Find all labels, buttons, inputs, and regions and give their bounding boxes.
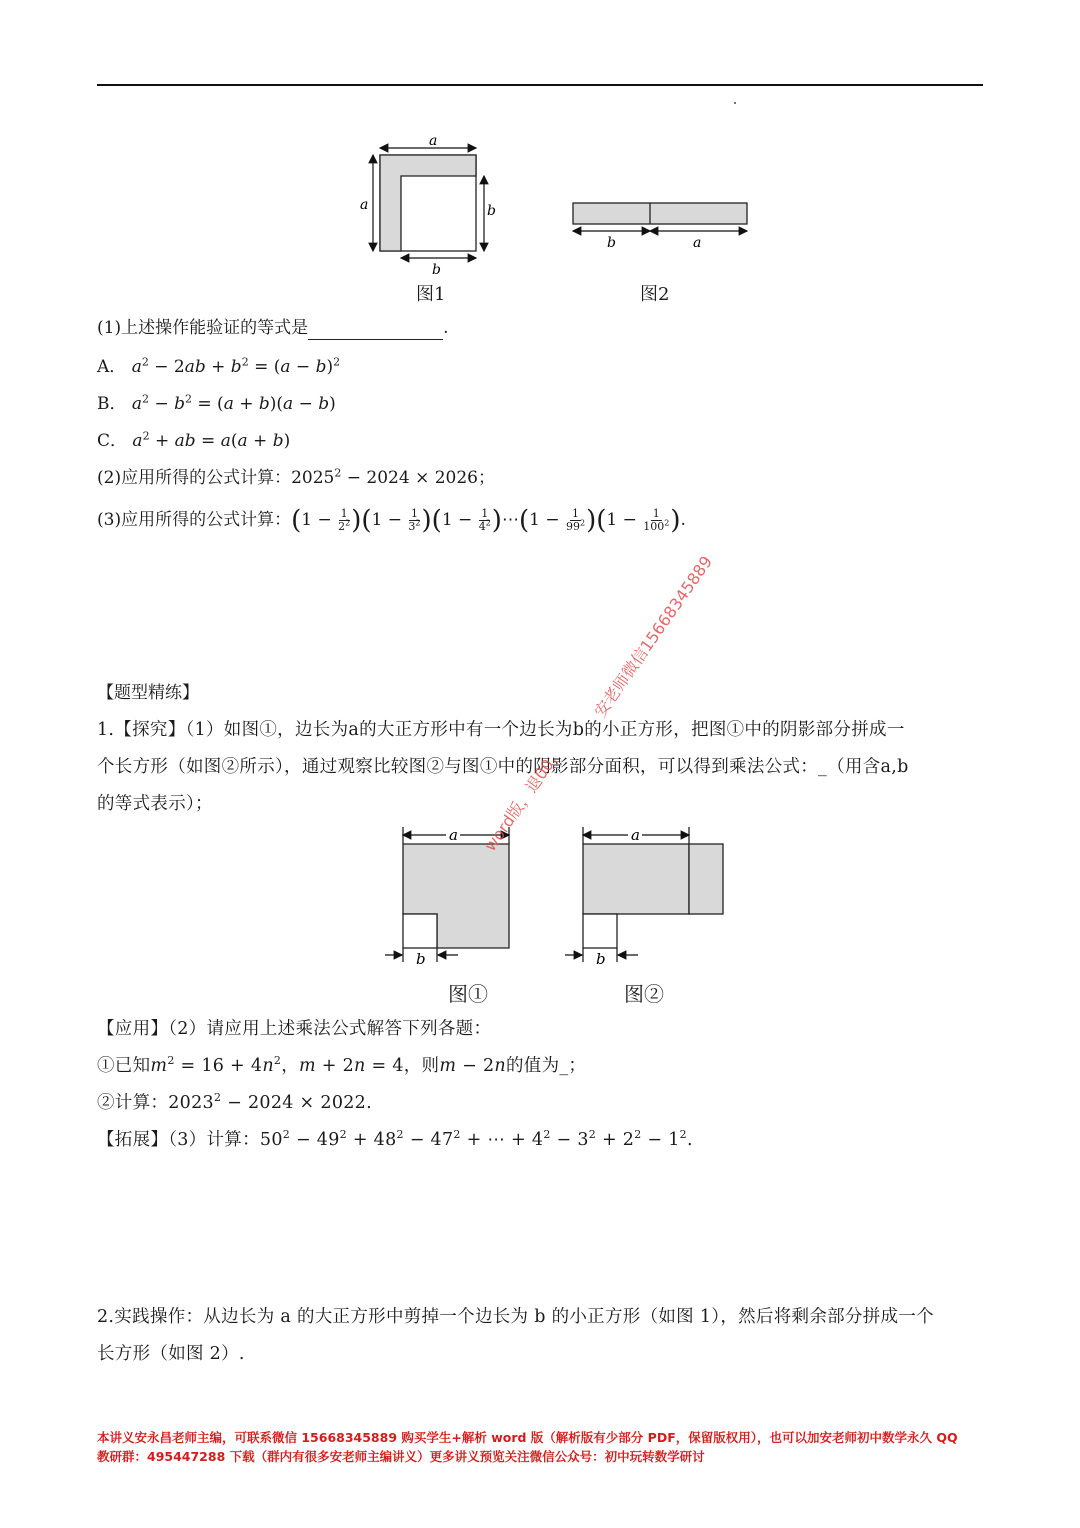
figure-2-top xyxy=(565,195,755,255)
option-c: C． $a^2$ + ab = a(a + b) xyxy=(97,429,291,451)
problem-2-line-2: 长方形（如图 2）. xyxy=(97,1344,245,1364)
label-a: a xyxy=(429,133,438,149)
section-title: 【题型精练】 xyxy=(97,683,199,703)
footer-line-2: 教研群：495447288 下载（群内有很多安老师主编讲义）更多讲义预览关注微信公众号：初中玩转数学研讨 xyxy=(97,1449,705,1464)
label-b: b xyxy=(596,950,606,968)
answer-blank xyxy=(308,321,443,340)
option-b-label: B． xyxy=(97,394,127,414)
label-b: b xyxy=(487,203,496,219)
footer-notice xyxy=(97,1428,987,1466)
label-a: a xyxy=(449,826,458,844)
question-1-end: . xyxy=(443,318,449,338)
label-a: a xyxy=(693,235,702,251)
problem-2-line-1: 2.实践操作：从边长为 a 的大正方形中剪掉一个边长为 b 的小正方形（如图 1），然后将剩余部分拼成一个 xyxy=(97,1307,934,1327)
footer-line-1: 本讲义安永昌老师主编，可联系微信 15668345889 购买学生+解析 word 版（解析版有少部分 PDF，保留版权用），也可以加安老师初中数学永久 QQ xyxy=(97,1430,958,1445)
label-a: a xyxy=(631,826,640,844)
apply-item-2-prefix: ②计算： xyxy=(97,1093,169,1113)
figure-1-caption: 图1 xyxy=(416,284,446,305)
figure-1-top xyxy=(355,128,505,278)
apply-item-1-prefix: ①已知 xyxy=(97,1056,151,1076)
figure-circle-2-caption: 图② xyxy=(624,982,664,1006)
option-b: B． $a^2 - b^2 = (a + b)(a - b)$ xyxy=(97,392,336,414)
figure-2-caption: 图2 xyxy=(640,284,670,305)
apply-item-1-mid: ，则 xyxy=(403,1056,440,1076)
apply-item-1: ①已知$m^2 = 16 + 4n^2$，m + 2n = 4，则m − 2n的值为_； xyxy=(97,1054,587,1076)
apply-item-2: ②计算：$2023^2 - 2024 \times 2022$. xyxy=(97,1091,372,1113)
label-a: a xyxy=(360,197,369,213)
extend-item: 【拓展】（3）计算：$50^2 - 49^2 + 48^2 - 47^2$ + ⋯ + $4^2 - 3^2 + 2^2 - 1^2$. xyxy=(97,1128,693,1150)
extend-prefix: 【拓展】（3）计算： xyxy=(97,1130,260,1150)
figure-circle-1-caption: 图① xyxy=(448,982,488,1006)
question-3: (3)应用所得的公式计算：(1 − $\frac{1}{2^2}$ )(1 − $\frac{1}{3^2}$ )(1 − $\frac{1}{4^2}$ )⋯(1 − $\frac{1}{99^2}$ )(1 − $\frac{1}{100^2}$ ). xyxy=(97,505,686,536)
label-b: b xyxy=(432,262,441,278)
problem-1-line-2: 个长方形（如图②所示），通过观察比较图②与图①中的阴影部分面积，可以得到乘法公式：_（用含a,b xyxy=(97,757,909,777)
question-1-text: (1)上述操作能验证的等式是 xyxy=(97,318,309,338)
question-1 xyxy=(97,316,449,340)
option-c-label: C． xyxy=(97,431,128,451)
watermark-1: 安老师微信15668345889 xyxy=(590,552,717,721)
question-2-label: (2)应用所得的公式计算： xyxy=(97,468,292,488)
option-a-label: A． xyxy=(97,357,127,377)
apply-item-1-suffix: 的值为_； xyxy=(505,1056,587,1076)
label-b: b xyxy=(607,235,616,251)
problem-1-line-1: 1.【探究】（1）如图①，边长为a的大正方形中有一个边长为b的小正方形，把图①中的阴影部分拼成一 xyxy=(97,720,905,740)
header-rule xyxy=(97,84,983,86)
question-3-label: (3)应用所得的公式计算： xyxy=(97,510,292,530)
apply-heading: 【应用】（2）请应用上述乘法公式解答下列各题： xyxy=(97,1019,492,1039)
problem-1-line-3: 的等式表示）； xyxy=(97,794,213,814)
option-a: A． $a^2 - 2ab + b^2 = (a - b)^2$ xyxy=(97,355,341,377)
question-2: (2)应用所得的公式计算：$2025^2 - 2024 \times 2026$； xyxy=(97,466,495,488)
watermark-2: word版，退00， xyxy=(480,742,567,855)
label-b: b xyxy=(416,950,426,968)
header-dot xyxy=(734,102,736,104)
figure-circle-2 xyxy=(560,822,735,972)
